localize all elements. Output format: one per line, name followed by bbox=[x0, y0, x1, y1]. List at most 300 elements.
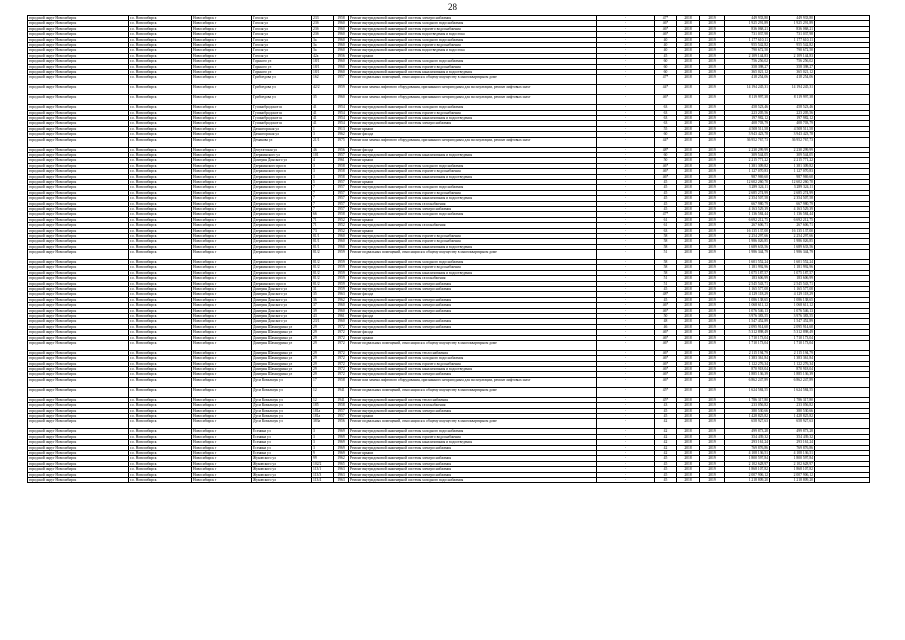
cell-year-end: 2019 bbox=[700, 121, 725, 126]
cell-area: 46* bbox=[655, 377, 677, 387]
cell-total: 358 398,27 bbox=[770, 64, 815, 69]
cell-locality: г.о. Новосибирск bbox=[129, 361, 192, 366]
cell-house: 29 bbox=[312, 324, 334, 329]
cell-city: Новосибирск г bbox=[192, 340, 252, 350]
cell-house: 81/1 bbox=[312, 233, 334, 238]
cell-locality: г.о. Новосибирск bbox=[129, 185, 192, 190]
cell-year-start: 2018 bbox=[677, 281, 700, 286]
cell-city: Новосибирск г bbox=[192, 330, 252, 335]
cell-district: городской округ Новосибирск bbox=[28, 461, 129, 466]
cell-city: Новосибирск г bbox=[192, 42, 252, 47]
cell-year: 1961 bbox=[334, 313, 349, 318]
cell-locality: г.о. Новосибирск bbox=[129, 137, 192, 147]
cell-district: городской округ Новосибирск bbox=[28, 340, 129, 350]
cell-house: 29 bbox=[312, 361, 334, 366]
cell-year-start: 2018 bbox=[677, 350, 700, 355]
cell-city: Новосибирск г bbox=[192, 126, 252, 131]
cell-total: 1 122 276,34 bbox=[770, 361, 815, 366]
cell-year-end: 2019 bbox=[700, 239, 725, 244]
cell-year-start: 2018 bbox=[677, 59, 700, 64]
cell-year-start: 2018 bbox=[677, 37, 700, 42]
cell-area: 46* bbox=[655, 32, 677, 37]
cell-cost: 2 545 543,71 bbox=[725, 281, 770, 286]
cell-year-start: 2018 bbox=[677, 153, 700, 158]
cell-street: Дмитрия Шамшурина ул bbox=[252, 340, 312, 350]
cell-dash: - bbox=[597, 42, 655, 47]
cell-house: 102/2 bbox=[312, 461, 334, 466]
cell-dash: - bbox=[597, 158, 655, 163]
cell-street: Дуси Ковальчук ул bbox=[252, 414, 312, 419]
cell-year-end: 2019 bbox=[700, 429, 725, 434]
cell-year-start: 2018 bbox=[677, 451, 700, 456]
cell-cost: 358 398,27 bbox=[725, 64, 770, 69]
cell-street: Дмитрия Донского ул bbox=[252, 158, 312, 163]
cell-year-end: 2019 bbox=[700, 356, 725, 361]
cell-year: 1959 bbox=[334, 250, 349, 260]
cell-total: 36 952 767,73 bbox=[770, 137, 815, 147]
cell-street: Дзержинского просп bbox=[252, 196, 312, 201]
cell-total: 1 136 584,44 bbox=[770, 212, 815, 217]
cell-city: Новосибирск г bbox=[192, 233, 252, 238]
cell-year-end: 2019 bbox=[700, 335, 725, 340]
cell-street: Гоголя ул bbox=[252, 42, 312, 47]
cell-street: Гусинобродское ш bbox=[252, 121, 312, 126]
cell-cost: 1 086 138,65 bbox=[725, 297, 770, 302]
cell-year-start: 2018 bbox=[677, 403, 700, 408]
cell-locality: г.о. Новосибирск bbox=[129, 250, 192, 260]
cell-year: 1972 bbox=[334, 361, 349, 366]
cell-cost: 354 439,32 bbox=[725, 434, 770, 439]
cell-year-end: 2019 bbox=[700, 233, 725, 238]
cell-area: 46* bbox=[655, 361, 677, 366]
cell-street: Горького ул bbox=[252, 59, 312, 64]
cell-total: 2 354 507,58 bbox=[770, 196, 815, 201]
cell-area: 63 bbox=[655, 228, 677, 233]
cell-work-type: Ремонт внутридомовой инженерной системы горячего водоснабжения bbox=[349, 265, 597, 270]
cell-street: Дзержинского просп bbox=[252, 281, 312, 286]
cell-locality: г.о. Новосибирск bbox=[129, 169, 192, 174]
cell-district: городской округ Новосибирск bbox=[28, 319, 129, 324]
cell-work-type: Ремонт внутридомовой инженерной системы газоснабжения bbox=[349, 403, 597, 408]
cell-year: 1963 bbox=[334, 477, 349, 482]
cell-city: Новосибирск г bbox=[192, 21, 252, 26]
cell-year: 1960 bbox=[334, 69, 349, 74]
cell-street: Жуковского ул bbox=[252, 456, 312, 461]
cell-year-end: 2019 bbox=[700, 212, 725, 217]
cell-locality: г.о. Новосибирск bbox=[129, 196, 192, 201]
cell-city: Новосибирск г bbox=[192, 48, 252, 53]
cell-house: 41 bbox=[312, 116, 334, 121]
cell-work-type: Ремонт фасада bbox=[349, 147, 597, 152]
cell-locality: г.о. Новосибирск bbox=[129, 110, 192, 115]
cell-street: Грибоедова ул bbox=[252, 95, 312, 105]
cell-house: 3 bbox=[312, 429, 334, 434]
cell-cost: 2 230 299,99 bbox=[725, 147, 770, 152]
cell-house: 4 bbox=[312, 158, 334, 163]
cell-year: 1960 bbox=[334, 37, 349, 42]
cell-city: Новосибирск г bbox=[192, 174, 252, 179]
cell-district: городской округ Новосибирск bbox=[28, 356, 129, 361]
cell-year-start: 2018 bbox=[677, 265, 700, 270]
cell-dash: - bbox=[597, 185, 655, 190]
cell-dash: - bbox=[597, 419, 655, 429]
cell-work-type: Ремонт фасада bbox=[349, 313, 597, 318]
cell-work-type: Ремонт внутридомовой инженерной системы холодного водоснабжения bbox=[349, 105, 597, 110]
cell-locality: г.о. Новосибирск bbox=[129, 287, 192, 292]
cell-locality: г.о. Новосибирск bbox=[129, 16, 192, 21]
cell-total: 14 194 245,31 bbox=[770, 85, 815, 95]
cell-year: 1960 bbox=[334, 308, 349, 313]
cell-district: городской округ Новосибирск bbox=[28, 270, 129, 275]
cell-dash: - bbox=[597, 163, 655, 168]
cell-year: 1954 bbox=[334, 105, 349, 110]
cell-locality: г.о. Новосибирск bbox=[129, 95, 192, 105]
cell-house: 36 bbox=[312, 297, 334, 302]
cell-house: 29 bbox=[312, 340, 334, 350]
cell-year-end: 2019 bbox=[700, 16, 725, 21]
cell-work-type: Ремонт внутридомовой инженерной системы электроснабжения bbox=[349, 324, 597, 329]
cell-street: Дачногорская ул bbox=[252, 132, 312, 137]
cell-total: 4 163 529,39 bbox=[770, 206, 815, 211]
cell-street: Дмитрия Шамшурина ул bbox=[252, 335, 312, 340]
table-row bbox=[28, 377, 870, 387]
cell-year: 1962 bbox=[334, 456, 349, 461]
cell-dash: - bbox=[597, 37, 655, 42]
cell-year-end: 2019 bbox=[700, 42, 725, 47]
cell-district: городской округ Новосибирск bbox=[28, 297, 129, 302]
cell-year-end: 2019 bbox=[700, 53, 725, 58]
cell-street: Дзержинского просп bbox=[252, 276, 312, 281]
cell-year-start: 2018 bbox=[677, 132, 700, 137]
cell-locality: г.о. Новосибирск bbox=[129, 350, 192, 355]
cell-dash: - bbox=[597, 217, 655, 222]
cell-house: 181а bbox=[312, 408, 334, 413]
cell-district: городской округ Новосибирск bbox=[28, 116, 129, 121]
cell-year-start: 2018 bbox=[677, 126, 700, 131]
cell-cost: 1 218 809,20 bbox=[725, 477, 770, 482]
cell-district: городской округ Новосибирск bbox=[28, 158, 129, 163]
cell-work-type: Ремонт внутридомовой инженерной системы электроснабжения bbox=[349, 16, 597, 21]
cell-city: Новосибирск г bbox=[192, 270, 252, 275]
cell-work-type: Ремонт фасада bbox=[349, 132, 597, 137]
cell-cost: 667 980,79 bbox=[725, 201, 770, 206]
cell-work-type: Ремонт внутридомовой инженерной системы горячего водоснабжения bbox=[349, 64, 597, 69]
cell-district: городской округ Новосибирск bbox=[28, 153, 129, 158]
cell-year-start: 2018 bbox=[677, 48, 700, 53]
cell-dash: - bbox=[597, 472, 655, 477]
cell-district: городской округ Новосибирск bbox=[28, 467, 129, 472]
cell-house: 7 bbox=[312, 190, 334, 195]
cell-year-start: 2018 bbox=[677, 239, 700, 244]
cell-dash: - bbox=[597, 319, 655, 324]
cell-city: Новосибирск г bbox=[192, 319, 252, 324]
cell-area: 46* bbox=[655, 169, 677, 174]
cell-total: 6 692 212,75 bbox=[770, 217, 815, 222]
cell-district: городской округ Новосибирск bbox=[28, 190, 129, 195]
cell-house: 5 bbox=[312, 179, 334, 184]
cell-house: 7 bbox=[312, 196, 334, 201]
cell-dash: - bbox=[597, 179, 655, 184]
cell-street: Дзержинского просп bbox=[252, 223, 312, 228]
cell-work-type: Ремонт внутридомовой инженерной системы канализования и водоотведения bbox=[349, 153, 597, 158]
cell-area: 61 bbox=[655, 217, 677, 222]
cell-year-end: 2019 bbox=[700, 403, 725, 408]
cell-locality: г.о. Новосибирск bbox=[129, 201, 192, 206]
cell-street: Дмитрия Донского ул bbox=[252, 297, 312, 302]
cell-year-end: 2019 bbox=[700, 179, 725, 184]
cell-year: 1960 bbox=[334, 32, 349, 37]
cell-city: Новосибирск г bbox=[192, 16, 252, 21]
cell-district: городской округ Новосибирск bbox=[28, 250, 129, 260]
cell-locality: г.о. Новосибирск bbox=[129, 42, 192, 47]
cell-work-type: Ремонт внутридомовой инженерной системы электроснабжения bbox=[349, 297, 597, 302]
cell-year-start: 2018 bbox=[677, 185, 700, 190]
cell-cost: 8 119 997,38 bbox=[725, 95, 770, 105]
cell-locality: г.о. Новосибирск bbox=[129, 59, 192, 64]
cell-house: 81/1 bbox=[312, 244, 334, 249]
table-row bbox=[28, 340, 870, 350]
cell-house: 81/1 bbox=[312, 239, 334, 244]
cell-year: 1957 bbox=[334, 153, 349, 158]
cell-cost: 1 068 611,12 bbox=[725, 303, 770, 308]
cell-cost: 449 933,80 bbox=[725, 16, 770, 21]
cell-total: 1 086 138,65 bbox=[770, 297, 815, 302]
cell-district: городской округ Новосибирск bbox=[28, 196, 129, 201]
cell-dash: - bbox=[597, 212, 655, 217]
cell-city: Новосибирск г bbox=[192, 26, 252, 31]
cell-year-start: 2018 bbox=[677, 335, 700, 340]
cell-year-end: 2019 bbox=[700, 169, 725, 174]
cell-city: Новосибирск г bbox=[192, 456, 252, 461]
cell-total: 233 056,82 bbox=[770, 403, 815, 408]
cell-cost: 1 800 597,84 bbox=[725, 456, 770, 461]
cell-house: 12 bbox=[312, 397, 334, 402]
cell-district: городской округ Новосибирск bbox=[28, 429, 129, 434]
cell-work-type: Ремонт крыши bbox=[349, 451, 597, 456]
cell-cost: 2 102 628,97 bbox=[725, 461, 770, 466]
cell-year: 1975 bbox=[334, 137, 349, 147]
cell-district: городской округ Новосибирск bbox=[28, 403, 129, 408]
cell-year-end: 2019 bbox=[700, 270, 725, 275]
cell-house: 23б bbox=[312, 21, 334, 26]
cell-total: 2 102 628,97 bbox=[770, 461, 815, 466]
cell-locality: г.о. Новосибирск bbox=[129, 440, 192, 445]
cell-locality: г.о. Новосибирск bbox=[129, 281, 192, 286]
cell-cost: 4 129 118,29 bbox=[725, 292, 770, 297]
cell-city: Новосибирск г bbox=[192, 467, 252, 472]
cell-total: 5 312 898,49 bbox=[770, 330, 815, 335]
cell-dash: - bbox=[597, 64, 655, 69]
cell-year-start: 2018 bbox=[677, 377, 700, 387]
cell-work-type: Ремонт внутридомовой инженерной системы электроснабжения bbox=[349, 461, 597, 466]
cell-area: 40 bbox=[655, 48, 677, 53]
cell-year-start: 2018 bbox=[677, 233, 700, 238]
cell-work-type: Ремонт внутридомовой инженерной системы канализования и водоотведения bbox=[349, 174, 597, 179]
cell-district: городской округ Новосибирск bbox=[28, 350, 129, 355]
cell-dash: - bbox=[597, 59, 655, 64]
cell-year: 1965 bbox=[334, 461, 349, 466]
cell-dash: - bbox=[597, 48, 655, 53]
cell-house: 29 bbox=[312, 367, 334, 372]
cell-locality: г.о. Новосибирск bbox=[129, 356, 192, 361]
cell-total: 1 383 361,84 bbox=[770, 356, 815, 361]
cell-year-start: 2018 bbox=[677, 26, 700, 31]
cell-city: Новосибирск г bbox=[192, 239, 252, 244]
cell-cost: 1 547 452,89 bbox=[725, 319, 770, 324]
cell-work-type: Ремонт внутридомовой инженерной системы холодного водоснабжения bbox=[349, 185, 597, 190]
cell-year-end: 2019 bbox=[700, 201, 725, 206]
cell-locality: г.о. Новосибирск bbox=[129, 477, 192, 482]
cell-street: Жуковского ул bbox=[252, 461, 312, 466]
cell-area: 45 bbox=[655, 287, 677, 292]
cell-total: 2 254 297,66 bbox=[770, 233, 815, 238]
cell-dash: - bbox=[597, 276, 655, 281]
cell-house: 21/1 bbox=[312, 137, 334, 147]
cell-house: 81/2 bbox=[312, 276, 334, 281]
cell-city: Новосибирск г bbox=[192, 75, 252, 85]
cell-total: 1 177 610,11 bbox=[770, 37, 815, 42]
cell-house: 3 bbox=[312, 163, 334, 168]
cell-year: 1960 bbox=[334, 303, 349, 308]
cell-city: Новосибирск г bbox=[192, 419, 252, 429]
cell-street: Гоголя ул bbox=[252, 21, 312, 26]
cell-year: 1958 bbox=[334, 163, 349, 168]
cell-city: Новосибирск г bbox=[192, 403, 252, 408]
cell-locality: г.о. Новосибирск bbox=[129, 239, 192, 244]
cell-area: 47* bbox=[655, 16, 677, 21]
cell-year-start: 2018 bbox=[677, 116, 700, 121]
cell-district: городской округ Новосибирск bbox=[28, 434, 129, 439]
cell-total: 6 862 247,89 bbox=[770, 377, 815, 387]
cell-dash: - bbox=[597, 132, 655, 137]
cell-total: 1 986 344,79 bbox=[770, 250, 815, 260]
cell-work-type: Ремонт внутридомовой инженерной системы холодного водоснабжения bbox=[349, 477, 597, 482]
cell-house: 29 bbox=[312, 335, 334, 340]
cell-street: Дзержинского ул bbox=[252, 153, 312, 158]
cell-district: городской округ Новосибирск bbox=[28, 244, 129, 249]
cell-year: 1959 bbox=[334, 260, 349, 265]
cell-year-start: 2018 bbox=[677, 340, 700, 350]
cell-dash: - bbox=[597, 85, 655, 95]
cell-locality: г.о. Новосибирск bbox=[129, 174, 192, 179]
cell-total: 2 007 906,12 bbox=[770, 472, 815, 477]
cell-locality: г.о. Новосибирск bbox=[129, 121, 192, 126]
cell-year: 1959 bbox=[334, 265, 349, 270]
cell-locality: г.о. Новосибирск bbox=[129, 387, 192, 397]
cell-cost: 4 163 529,39 bbox=[725, 206, 770, 211]
cell-year-end: 2019 bbox=[700, 32, 725, 37]
cell-year: 1956 bbox=[334, 147, 349, 152]
cell-city: Новосибирск г bbox=[192, 408, 252, 413]
cell-district: городской округ Новосибирск bbox=[28, 132, 129, 137]
cell-year: 1958 bbox=[334, 16, 349, 21]
cell-year: 1972 bbox=[334, 356, 349, 361]
cell-dash: - bbox=[597, 239, 655, 244]
cell-year: 1956 bbox=[334, 419, 349, 429]
cell-year: 1954 bbox=[334, 121, 349, 126]
cell-dash: - bbox=[597, 244, 655, 249]
cell-area: 48* bbox=[655, 292, 677, 297]
cell-city: Новосибирск г bbox=[192, 451, 252, 456]
cell-district: городской округ Новосибирск bbox=[28, 477, 129, 482]
cell-cost: 1 165 577,08 bbox=[725, 287, 770, 292]
cell-cost: 658 927,63 bbox=[725, 419, 770, 429]
cell-year: 1960 bbox=[334, 48, 349, 53]
cell-cost: 1 428 825,82 bbox=[725, 414, 770, 419]
cell-house: 181а bbox=[312, 414, 334, 419]
cell-district: городской округ Новосибирск bbox=[28, 377, 129, 387]
cell-house: 39 bbox=[312, 308, 334, 313]
cell-year-end: 2019 bbox=[700, 217, 725, 222]
cell-district: городской округ Новосибирск bbox=[28, 185, 129, 190]
cell-city: Новосибирск г bbox=[192, 265, 252, 270]
cell-locality: г.о. Новосибирск bbox=[129, 445, 192, 450]
cell-district: городской округ Новосибирск bbox=[28, 287, 129, 292]
cell-area: 46* bbox=[655, 308, 677, 313]
cell-work-type: Ремонт крыши bbox=[349, 335, 597, 340]
cell-year-end: 2019 bbox=[700, 196, 725, 201]
cell-dash: - bbox=[597, 451, 655, 456]
cell-work-type: Ремонт внутридомовой инженерной системы канализования и водоотведения bbox=[349, 440, 597, 445]
cell-city: Новосибирск г bbox=[192, 163, 252, 168]
cell-locality: г.о. Новосибирск bbox=[129, 319, 192, 324]
cell-total: 2 545 543,71 bbox=[770, 281, 815, 286]
cell-house: 41 bbox=[312, 110, 334, 115]
cell-city: Новосибирск г bbox=[192, 37, 252, 42]
cell-dash: - bbox=[597, 372, 655, 377]
cell-street: Дзержинского просп bbox=[252, 190, 312, 195]
cell-city: Новосибирск г bbox=[192, 217, 252, 222]
cell-empty bbox=[815, 137, 870, 147]
cell-year: 1960 bbox=[334, 319, 349, 324]
cell-work-type: Ремонт внутридомовой инженерной системы холодного водоснабжения bbox=[349, 356, 597, 361]
cell-city: Новосибирск г bbox=[192, 281, 252, 286]
cell-dash: - bbox=[597, 53, 655, 58]
cell-year: 1952 bbox=[334, 228, 349, 233]
cell-dash: - bbox=[597, 206, 655, 211]
cell-house: 7 bbox=[312, 206, 334, 211]
cell-year-start: 2018 bbox=[677, 319, 700, 324]
cell-year-end: 2019 bbox=[700, 265, 725, 270]
cell-street: Жуковского ул bbox=[252, 477, 312, 482]
cell-total: 790 672,50 bbox=[770, 48, 815, 53]
cell-total: 1 075 187,57 bbox=[770, 270, 815, 275]
cell-year: 1962 bbox=[334, 132, 349, 137]
cell-empty bbox=[815, 419, 870, 429]
cell-city: Новосибирск г bbox=[192, 429, 252, 434]
cell-dash: - bbox=[597, 313, 655, 318]
cell-year-start: 2018 bbox=[677, 223, 700, 228]
cell-year: 1959 bbox=[334, 270, 349, 275]
cell-year: 1969 bbox=[334, 434, 349, 439]
cell-district: городской округ Новосибирск bbox=[28, 59, 129, 64]
cell-work-type: Ремонт внутридомовой инженерной системы газоснабжения bbox=[349, 276, 597, 281]
cell-year: 1969 bbox=[334, 440, 349, 445]
cell-total: 354 439,32 bbox=[770, 434, 815, 439]
cell-year-start: 2018 bbox=[677, 367, 700, 372]
cell-year-start: 2018 bbox=[677, 303, 700, 308]
cell-total: 1 689 633,56 bbox=[770, 244, 815, 249]
cell-dash: - bbox=[597, 250, 655, 260]
cell-street: Дмитрия Шамшурина ул bbox=[252, 361, 312, 366]
cell-cost: 1 381 309,82 bbox=[725, 163, 770, 168]
cell-year: 1972 bbox=[334, 330, 349, 335]
cell-area: 45* bbox=[655, 387, 677, 397]
cell-district: городской округ Новосибирск bbox=[28, 95, 129, 105]
cell-dash: - bbox=[597, 75, 655, 85]
cell-year-start: 2018 bbox=[677, 169, 700, 174]
cell-area: 45 bbox=[655, 467, 677, 472]
